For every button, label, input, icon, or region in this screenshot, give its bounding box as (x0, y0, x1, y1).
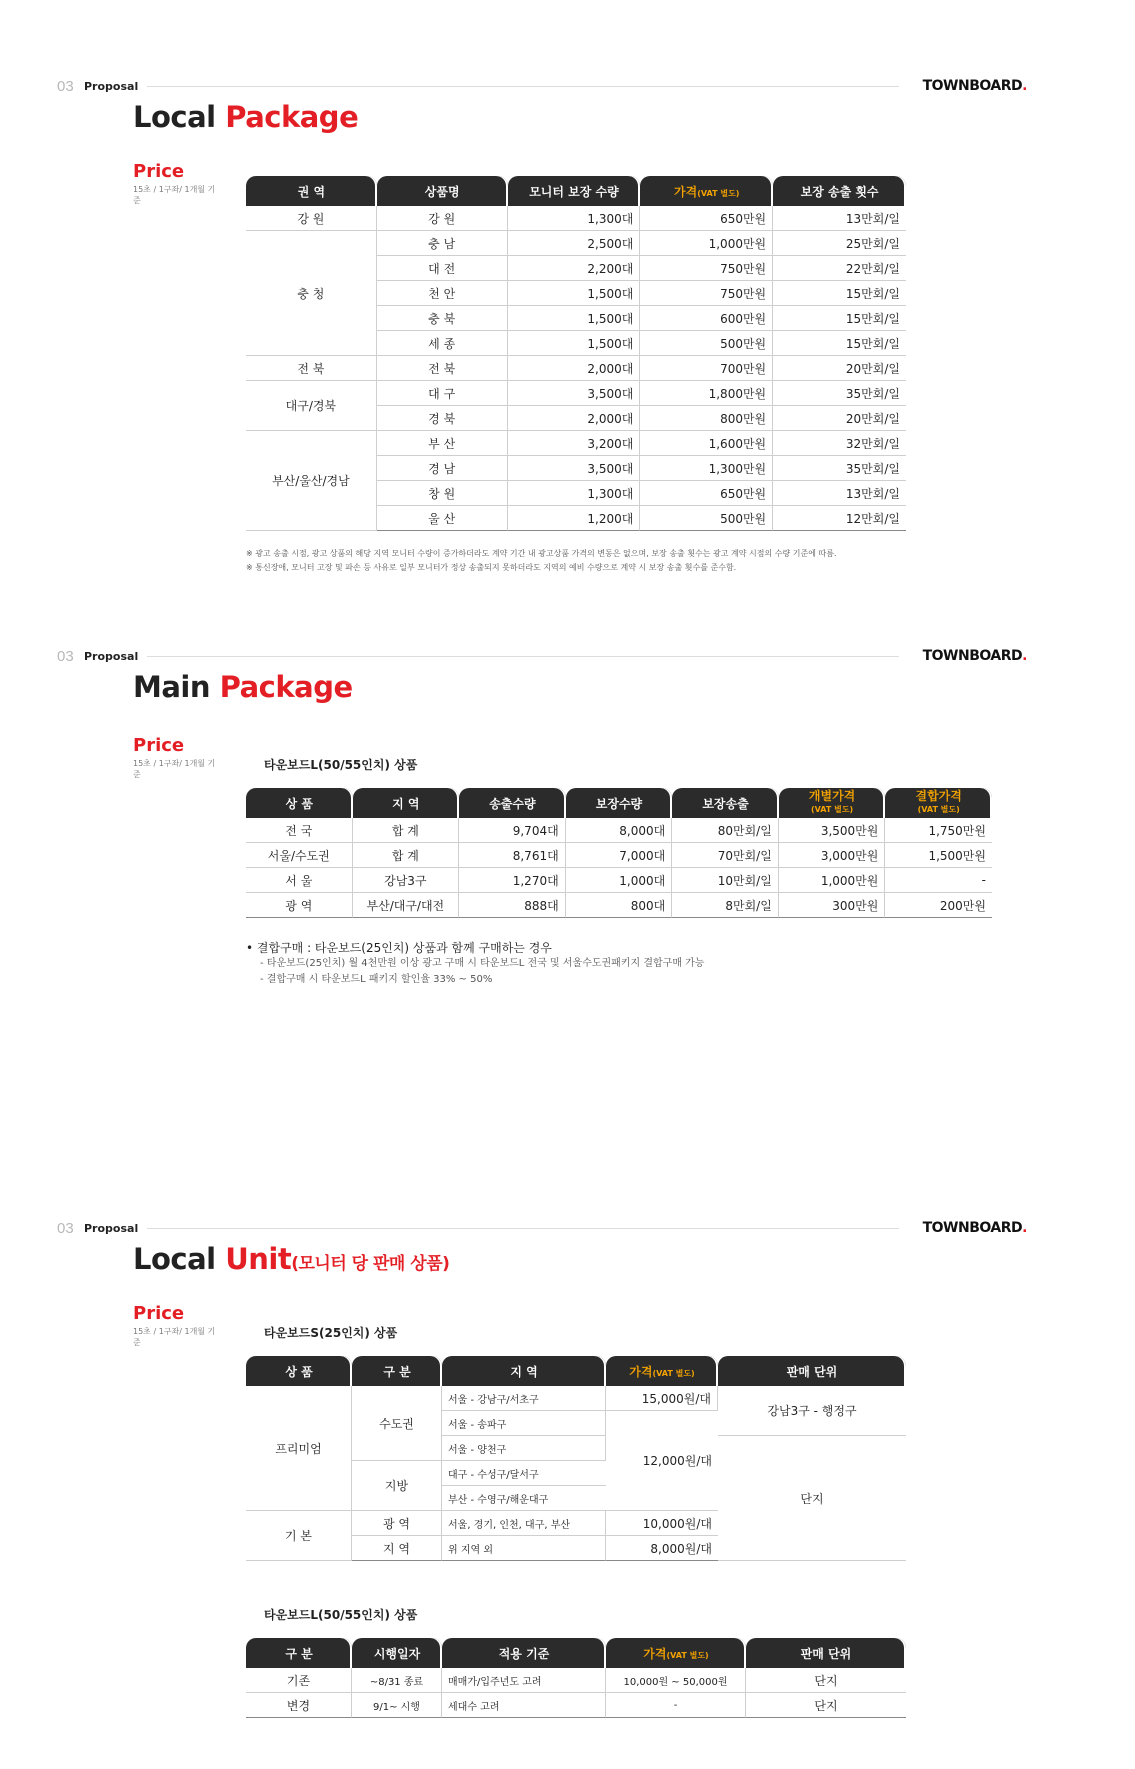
table-row (246, 893, 992, 918)
bullet-detail: - 타운보드(25인치) 월 4천만원 이상 광고 구매 시 타운보드L 전국 및 서울수도권패키지 결합구매 가능 (260, 958, 705, 969)
table-cell: 15만회/일 (773, 281, 906, 306)
region-cell: 부산/울산/경남 (246, 431, 377, 531)
table-row (246, 381, 906, 406)
price-cell: 8,000원/대 (606, 1536, 718, 1561)
table-cell: 9/1~ 시행 (352, 1693, 442, 1718)
table-cell: 1,300대 (508, 206, 641, 231)
price-note: 15초 / 1구좌/ 1개월 기준 (133, 759, 216, 779)
table-cell: 대 전 (377, 256, 508, 281)
price-label: Price (133, 1303, 185, 1324)
division-cell: 광 역 (352, 1511, 442, 1536)
table-cell: 창 원 (377, 481, 508, 506)
col-header: 적용 기준 (442, 1638, 606, 1668)
table-cell: 1,600만원 (640, 431, 773, 456)
col-header-individual-price: 개별가격 (VAT 별도) (779, 788, 886, 818)
col-header: 지 역 (442, 1356, 606, 1386)
table-cell: 8만회/일 (672, 893, 779, 918)
main-package-table (246, 788, 992, 918)
col-header: 구 분 (246, 1638, 352, 1668)
table-cell: 부산/대구/대전 (353, 893, 460, 918)
col-header: 지 역 (353, 788, 460, 818)
table-cell: 200만원 (885, 893, 992, 918)
table-cell: 800만원 (640, 406, 773, 431)
table-cell: 500만원 (640, 331, 773, 356)
page-number: 03 (57, 78, 74, 95)
table-cell: 강 원 (377, 206, 508, 231)
table-cell: 3,500만원 (779, 818, 886, 843)
table-cell: 70만회/일 (672, 843, 779, 868)
col-header: 상 품 (246, 788, 353, 818)
price-note: 15초 / 1구좌/ 1개월 기준 (133, 185, 216, 205)
table-cell: 충 북 (377, 306, 508, 331)
combined-purchase-note (246, 940, 704, 988)
table-row (246, 231, 906, 256)
table-cell: 20만회/일 (773, 406, 906, 431)
table-cell: 9,704대 (459, 818, 566, 843)
table-cell: 기존 (246, 1668, 352, 1693)
table-cell: 500만원 (640, 506, 773, 531)
footnote: ※ 광고 송출 시점, 광고 상품의 해당 지역 모니터 수량이 증가하더라도 계약 기간 내 광고상품 가격의 변동은 없으며, 보장 송출 횟수는 광고 계약 시점의 수량 기준에 따름. (246, 549, 837, 558)
table-cell: 1,270대 (459, 868, 566, 893)
page-title: Main Package (133, 670, 353, 704)
table-cell: 35만회/일 (773, 381, 906, 406)
table-cell: 650만원 (640, 206, 773, 231)
col-header-price: 가격(VAT 별도) (640, 176, 773, 206)
table-cell: 경 남 (377, 456, 508, 481)
table-cell: 세대수 고려 (442, 1693, 606, 1718)
col-header: 보장 송출 횟수 (773, 176, 906, 206)
table-cell: 22만회/일 (773, 256, 906, 281)
unit-cell: 강남3구 - 행정구 (718, 1386, 906, 1436)
product-cell: 프리미엄 (246, 1386, 352, 1511)
region-cell: 서울 - 송파구 (442, 1411, 606, 1436)
product-subtitle: 타운보드L(50/55인치) 상품 (264, 758, 418, 772)
footnote: ※ 통신장애, 모니터 고장 및 파손 등 사유로 일부 모니터가 정상 송출되지 못하더라도 지역의 예비 수량으로 계약 시 보장 송출 횟수를 준수함. (246, 563, 737, 572)
table-cell: 3,500대 (508, 456, 641, 481)
bullet-text: • 결합구매 : 타운보드(25인치) 상품과 함께 구매하는 경우 (246, 941, 552, 955)
table-cell: 3,200대 (508, 431, 641, 456)
table-cell: 13만회/일 (773, 206, 906, 231)
table-cell: 80만회/일 (672, 818, 779, 843)
table-cell: 750만원 (640, 281, 773, 306)
page-number: 03 (57, 1220, 74, 1237)
table-cell: 강남3구 (353, 868, 460, 893)
table-cell: 35만회/일 (773, 456, 906, 481)
product-subtitle: 타운보드S(25인치) 상품 (264, 1326, 398, 1340)
table-cell: 단지 (746, 1693, 906, 1718)
table-cell: 300만원 (779, 893, 886, 918)
table-cell: 매매가/입주년도 고려 (442, 1668, 606, 1693)
col-header: 상 품 (246, 1356, 352, 1386)
page-header (57, 78, 1027, 98)
table-cell: 1,500대 (508, 331, 641, 356)
region-cell: 대구 - 수성구/달서구 (442, 1461, 606, 1486)
table-cell: 2,000대 (508, 356, 641, 381)
product-cell: 기 본 (246, 1511, 352, 1561)
col-header: 송출수량 (459, 788, 566, 818)
table-cell: - (606, 1693, 746, 1718)
region-cell: 서울 - 양천구 (442, 1436, 606, 1461)
price-note: 15초 / 1구좌/ 1개월 기준 (133, 1327, 216, 1347)
header-divider (147, 656, 899, 657)
table-cell: 충 남 (377, 231, 508, 256)
table-row (246, 868, 992, 893)
table-cell: 합 계 (353, 843, 460, 868)
division-cell: 지방 (352, 1461, 442, 1511)
town-board-l-table (246, 1638, 906, 1718)
table-row (246, 1693, 906, 1718)
table-row (246, 356, 906, 381)
page-title: Local Package (133, 100, 359, 134)
col-header: 보장송출 (672, 788, 779, 818)
table-cell: 서 울 (246, 868, 353, 893)
header-divider (147, 86, 899, 87)
table-cell: 전 국 (246, 818, 353, 843)
brand-logo: TOWNBOARD. (922, 78, 1027, 94)
section-main-package (0, 648, 1135, 1048)
table-cell: 1,300만원 (640, 456, 773, 481)
table-cell: 700만원 (640, 356, 773, 381)
table-cell: 7,000대 (566, 843, 673, 868)
table-row (246, 431, 906, 456)
table-cell: 10만회/일 (672, 868, 779, 893)
table-cell: 25만회/일 (773, 231, 906, 256)
price-cell: 15,000원/대 (606, 1386, 718, 1411)
local-unit-table (246, 1356, 906, 1561)
table-cell: 10,000원 ~ 50,000원 (606, 1668, 746, 1693)
table-row (246, 206, 906, 231)
table-cell: 전 북 (377, 356, 508, 381)
table-cell: 1,000만원 (640, 231, 773, 256)
table-cell: 13만회/일 (773, 481, 906, 506)
table-cell: - (885, 868, 992, 893)
col-header: 상품명 (377, 176, 508, 206)
table-cell: 광 역 (246, 893, 353, 918)
price-label: Price (133, 735, 185, 756)
col-header: 시행일자 (352, 1638, 442, 1668)
header-divider (147, 1228, 899, 1229)
table-cell: 12만회/일 (773, 506, 906, 531)
page-header (57, 1220, 1027, 1240)
col-header: 판매 단위 (718, 1356, 906, 1386)
brand-logo: TOWNBOARD. (922, 648, 1027, 664)
page-label: Proposal (84, 650, 139, 663)
table-cell: 1,500만원 (885, 843, 992, 868)
table-cell: 2,500대 (508, 231, 641, 256)
table-cell: 1,800만원 (640, 381, 773, 406)
page-label: Proposal (84, 80, 139, 93)
table-cell: 2,200대 (508, 256, 641, 281)
table-row (246, 1668, 906, 1693)
table-cell: 울 산 (377, 506, 508, 531)
table-cell: 15만회/일 (773, 331, 906, 356)
table-cell: 단지 (746, 1668, 906, 1693)
table-cell: 부 산 (377, 431, 508, 456)
table-cell: 2,000대 (508, 406, 641, 431)
table-cell: 650만원 (640, 481, 773, 506)
table-cell: 천 안 (377, 281, 508, 306)
table-cell: 888대 (459, 893, 566, 918)
table-cell: 1,750만원 (885, 818, 992, 843)
table-cell: 서울/수도권 (246, 843, 353, 868)
table-cell: 800대 (566, 893, 673, 918)
col-header: 판매 단위 (746, 1638, 906, 1668)
col-header: 권 역 (246, 176, 377, 206)
table-cell: 대 구 (377, 381, 508, 406)
region-cell: 서울 - 강남구/서초구 (442, 1386, 606, 1411)
local-package-table (246, 176, 906, 531)
price-label: Price (133, 161, 185, 182)
region-cell: 충 청 (246, 231, 377, 356)
table-row (246, 843, 992, 868)
table-cell: 1,500대 (508, 281, 641, 306)
table-cell: ~8/31 종료 (352, 1668, 442, 1693)
table-cell: 600만원 (640, 306, 773, 331)
product-subtitle: 타운보드L(50/55인치) 상품 (264, 1608, 418, 1622)
table-cell: 15만회/일 (773, 306, 906, 331)
table-cell: 세 종 (377, 331, 508, 356)
unit-cell: 단지 (718, 1436, 906, 1561)
page-label: Proposal (84, 1222, 139, 1235)
section-local-unit (0, 1220, 1135, 1740)
table-cell: 변경 (246, 1693, 352, 1718)
bullet-detail: - 결합구매 시 타운보드L 패키지 할인율 33% ~ 50% (260, 974, 493, 985)
price-cell: 10,000원/대 (606, 1511, 718, 1536)
table-cell: 1,300대 (508, 481, 641, 506)
region-cell: 서울, 경기, 인천, 대구, 부산 (442, 1511, 606, 1536)
table-cell: 경 북 (377, 406, 508, 431)
table-cell: 20만회/일 (773, 356, 906, 381)
col-header-price: 가격(VAT 별도) (606, 1356, 718, 1386)
price-cell: 12,000원/대 (606, 1411, 718, 1511)
footnotes (246, 547, 837, 575)
division-cell: 수도권 (352, 1386, 442, 1461)
table-cell: 8,761대 (459, 843, 566, 868)
table-row (246, 818, 992, 843)
section-local-package (0, 78, 1135, 598)
region-cell: 부산 - 수영구/해운대구 (442, 1486, 606, 1511)
brand-logo: TOWNBOARD. (922, 1220, 1027, 1236)
table-cell: 3,000만원 (779, 843, 886, 868)
table-cell: 1,000만원 (779, 868, 886, 893)
table-cell: 1,000대 (566, 868, 673, 893)
page-number: 03 (57, 648, 74, 665)
table-cell: 750만원 (640, 256, 773, 281)
table-cell: 3,500대 (508, 381, 641, 406)
table-cell: 1,200대 (508, 506, 641, 531)
region-cell: 전 북 (246, 356, 377, 381)
col-header: 모니터 보장 수량 (508, 176, 641, 206)
col-header: 보장수량 (566, 788, 673, 818)
table-cell: 8,000대 (566, 818, 673, 843)
col-header: 구 분 (352, 1356, 442, 1386)
page-title: Local Unit(모니터 당 판매 상품) (133, 1242, 450, 1276)
table-cell: 1,500대 (508, 306, 641, 331)
table-cell: 32만회/일 (773, 431, 906, 456)
region-cell: 대구/경북 (246, 381, 377, 431)
region-cell: 위 지역 외 (442, 1536, 606, 1561)
region-cell: 강 원 (246, 206, 377, 231)
page-header (57, 648, 1027, 668)
col-header-combined-price: 결합가격 (VAT 별도) (885, 788, 992, 818)
division-cell: 지 역 (352, 1536, 442, 1561)
col-header-price: 가격(VAT 별도) (606, 1638, 746, 1668)
table-cell: 합 계 (353, 818, 460, 843)
